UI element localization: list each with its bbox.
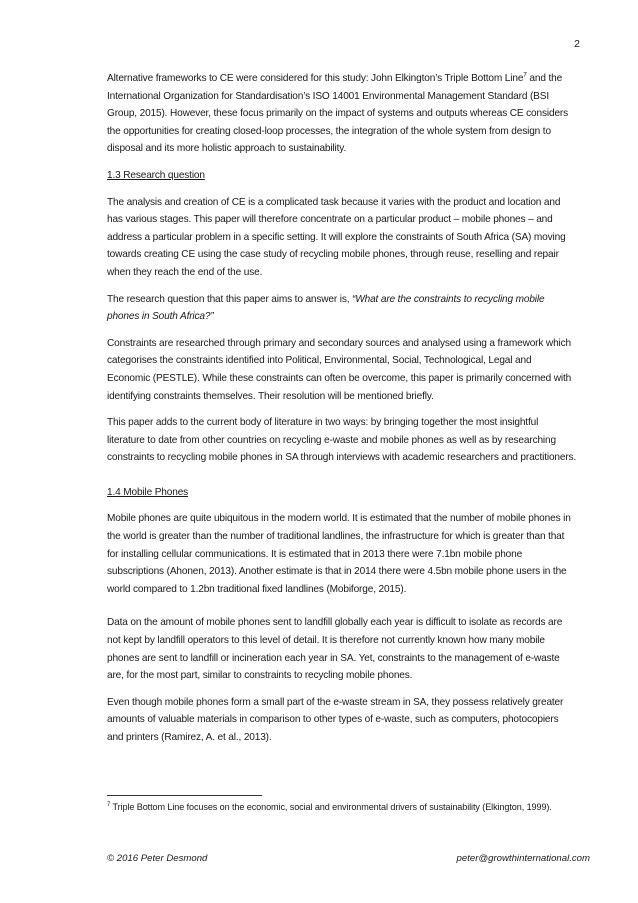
page-footer bbox=[107, 853, 590, 864]
paragraph-valuable-materials: Even though mobile phones form a small part of the e-waste stream in SA, they possess relatively greater amounts of valuable materials in comparison to other types of e-waste, such as computers, photocopiers and printers (Ramirez, A. et al., 2013). bbox=[107, 696, 564, 743]
heading-mobile-phones: 1.4 Mobile Phones bbox=[107, 486, 189, 498]
research-question-quote: “What are the constraints to recycling mobile phones in South Africa?” bbox=[107, 293, 545, 323]
paragraph-constraints: Constraints are researched through primary and secondary sources and analysed using a framework which categorises the constraints identified into Political, Environmental, Social, Technological, Legal and Economic (PESTLE). While these constraints can often be overcome, this paper is primarily concerned with identifying constraints themselves. Their resolution will be mentioned briefly. bbox=[107, 337, 572, 402]
paragraph-frameworks: Alternative frameworks to CE were considered for this study: John Elkington’s Triple Bottom Line$^7$ and the International Organization for Standardisation’s ISO 14001 Environmental Management Standard (BSI Group, 2015). However, these focus primarily on the impact of systems and outputs whereas CE considers the opportunities for creating closed-loop processes, the integration of the whole system from design to disposal and its more holistic approach to sustainability. bbox=[107, 71, 569, 155]
paragraph-contribution: This paper adds to the current body of literature in two ways: by bringing together the most insightful literature to date from other countries on recycling e-waste and mobile phones as well as by researching constraints to recycling mobile phones in SA through interviews with academic researchers and practitioners. bbox=[107, 417, 577, 464]
footnote-divider bbox=[107, 795, 262, 796]
paragraph-ubiquitous: Mobile phones are quite ubiquitous in the modern world. It is estimated that the number of mobile phones in the world is greater than the number of traditional landlines, the infrastructure for which is greater than that for installing cellular communications. It is estimated that in 2013 there were 7.1bn mobile phone subscriptions (Ahonen, 2013). Another estimate is that in 2014 there were 4.5bn mobile phone users in the world compared to 1.2bn traditional fixed landlines (Mobiforge, 2015). bbox=[107, 513, 571, 595]
paragraph-landfill-data: Data on the amount of mobile phones sent to landfill globally each year is difficult to isolate as records are not kept by landfill operators to this level of detail. It is therefore not currently known how many mobile phones are sent to landfill or incineration each year in SA. Yet, constraints to the management of e-waste are, for the most part, similar to constraints to recycling mobile phones. bbox=[107, 617, 563, 682]
heading-research-question: 1.3 Research question bbox=[107, 169, 205, 181]
footer-copyright: © 2016 Peter Desmond bbox=[107, 853, 208, 864]
footnote-ref-7: 7 bbox=[523, 71, 527, 79]
paragraph-research-question: The research question that this paper aims to answer is, “What are the constraints to recycling mobile phones in South Africa?” bbox=[107, 293, 545, 323]
footer-email: peter@growthinternational.com bbox=[456, 853, 590, 864]
paragraph-analysis: The analysis and creation of CE is a complicated task because it varies with the product and location and has various stages. This paper will therefore concentrate on a particular product – mobile phones – and address a particular problem in a specific setting. It will explore the constraints of South Africa (SA) moving towards creating CE using the case study of recycling mobile phones, through reuse, reselling and repair when they reach the end of the use. bbox=[107, 196, 566, 278]
page-number: 2 bbox=[574, 38, 580, 50]
footnote-number: 7 bbox=[107, 801, 111, 808]
footnote: $^7$ Triple Bottom Line focuses on the economic, social and environmental drivers of sustainability (Elkington, 1999). bbox=[107, 801, 552, 812]
body-content bbox=[107, 70, 577, 756]
